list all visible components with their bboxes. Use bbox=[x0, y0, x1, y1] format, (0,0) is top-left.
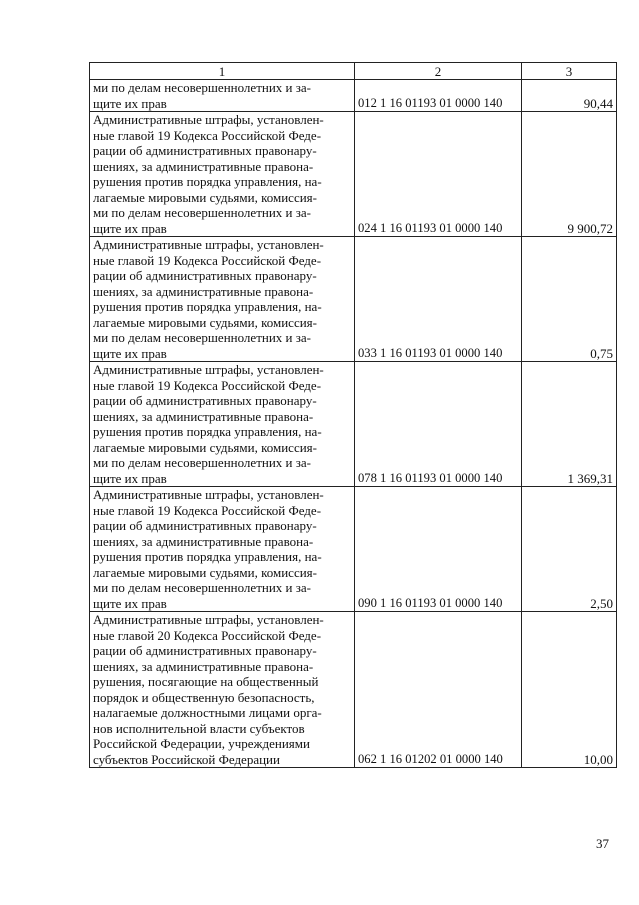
row-budget-code: 090 1 16 01193 01 0000 140 bbox=[355, 487, 522, 612]
row-budget-code: 012 1 16 01193 01 0000 140 bbox=[355, 80, 522, 112]
column-header-2: 2 bbox=[355, 63, 522, 80]
row-amount: 10,00 bbox=[522, 612, 617, 768]
column-header-1: 1 bbox=[90, 63, 355, 80]
table-row bbox=[90, 80, 617, 112]
page-number: 37 bbox=[596, 836, 609, 851]
row-budget-code: 062 1 16 01202 01 0000 140 bbox=[355, 612, 522, 768]
row-description: Административные штрафы, установлен- ные главой 19 Кодекса Российской Феде- рации об административных правонару- шениях, за административные правона- рушения против порядка управления, на- лагаемые мировыми судьями, комиссия- ми по делам несовершеннолетних и за- щите их прав bbox=[90, 237, 355, 362]
table-row bbox=[90, 362, 617, 487]
row-amount: 90,44 bbox=[522, 80, 617, 112]
table-body bbox=[90, 80, 617, 768]
row-amount: 0,75 bbox=[522, 237, 617, 362]
table-row bbox=[90, 612, 617, 768]
table-row bbox=[90, 112, 617, 237]
row-amount: 1 369,31 bbox=[522, 362, 617, 487]
column-header-3: 3 bbox=[522, 63, 617, 80]
row-amount: 2,50 bbox=[522, 487, 617, 612]
table-row bbox=[90, 487, 617, 612]
table-row bbox=[90, 237, 617, 362]
row-budget-code: 024 1 16 01193 01 0000 140 bbox=[355, 112, 522, 237]
row-description: Административные штрафы, установлен- ные главой 19 Кодекса Российской Феде- рации об административных правонару- шениях, за административные правона- рушения против порядка управления, на- лагаемые мировыми судьями, комиссия- ми по делам несовершеннолетних и за- щите их прав bbox=[90, 487, 355, 612]
row-description: Административные штрафы, установлен- ные главой 19 Кодекса Российской Феде- рации об административных правонару- шениях, за административные правона- рушения против порядка управления, на- лагаемые мировыми судьями, комиссия- ми по делам несовершеннолетних и за- щите их прав bbox=[90, 112, 355, 237]
row-budget-code: 078 1 16 01193 01 0000 140 bbox=[355, 362, 522, 487]
row-description: Административные штрафы, установлен- ные главой 20 Кодекса Российской Феде- рации об административных правонару- шениях, за административные правона- рушения, посягающие на общественный порядок и общественную безопасность, налагаемые должностными лицами орга- нов исполнительной власти субъектов Российской Федерации, учреждениями субъектов Российской Федерации bbox=[90, 612, 355, 768]
table-header-row bbox=[90, 63, 617, 80]
revenue-table bbox=[89, 62, 617, 768]
row-description: Административные штрафы, установлен- ные главой 19 Кодекса Российской Феде- рации об административных правонару- шениях, за административные правона- рушения против порядка управления, на- лагаемые мировыми судьями, комиссия- ми по делам несовершеннолетних и за- щите их прав bbox=[90, 362, 355, 487]
row-budget-code: 033 1 16 01193 01 0000 140 bbox=[355, 237, 522, 362]
row-description: ми по делам несовершеннолетних и за- щите их прав bbox=[90, 80, 355, 112]
row-amount: 9 900,72 bbox=[522, 112, 617, 237]
